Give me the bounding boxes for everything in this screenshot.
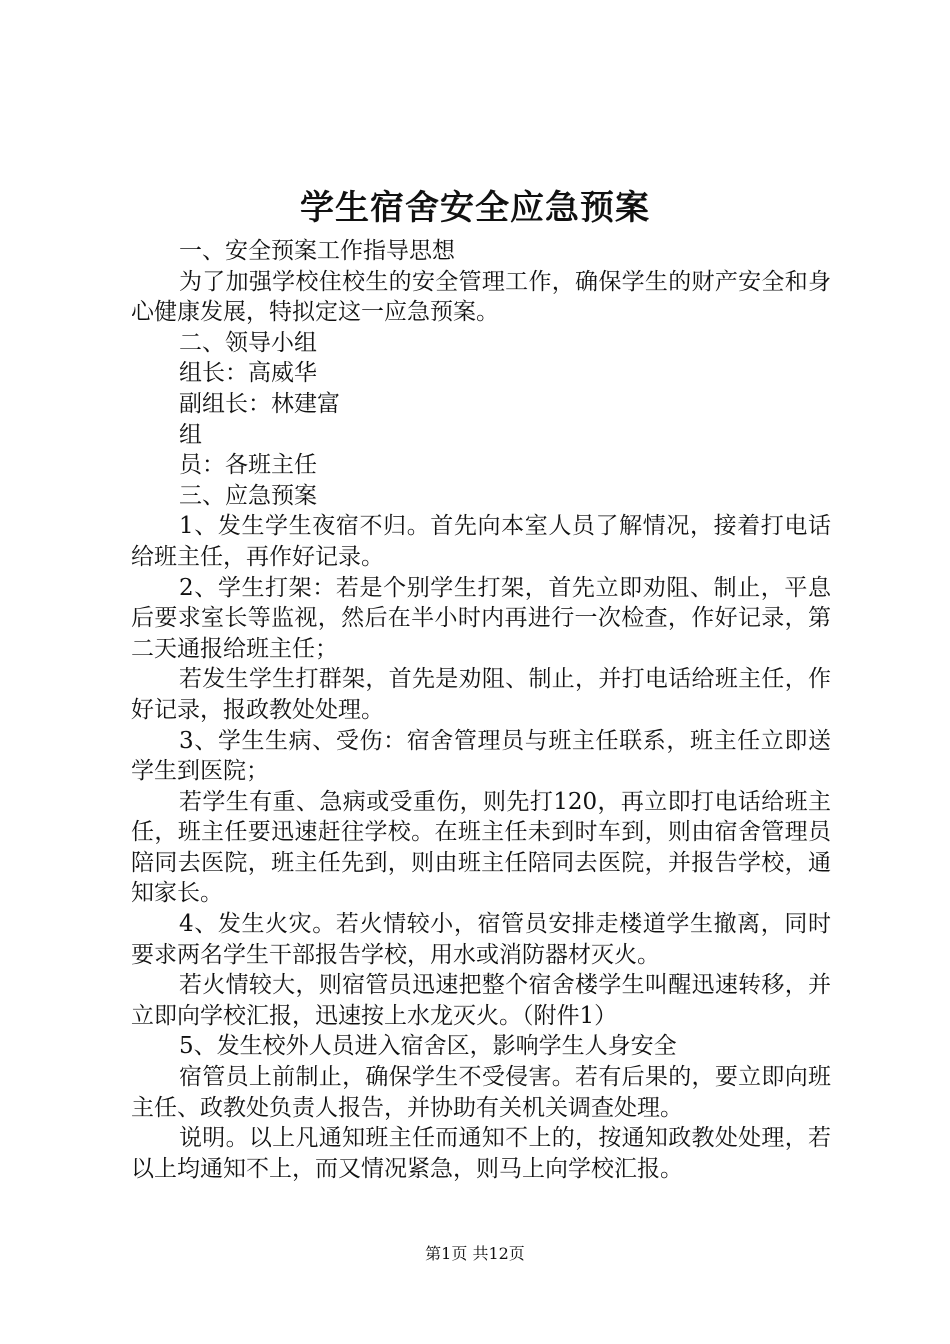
paragraph: 为了加强学校住校生的安全管理工作，确保学生的财产安全和身心健康发展，特拟定这一应急预案。 (131, 268, 831, 326)
paragraph: 3、学生生病、受伤：宿舍管理员与班主任联系，班主任立即送学生到医院； (131, 727, 831, 785)
document-body (131, 236, 831, 1184)
paragraph: 若学生有重、急病或受重伤，则先打120，再立即打电话给班主任，班主任要迅速赶往学校。在班主任未到时车到，则由宿舍管理员陪同去医院，班主任先到，则由班主任陪同去医院，并报告学校，通知家长。 (131, 788, 831, 907)
paragraph: 2、学生打架：若是个别学生打架，首先立即劝阻、制止，平息后要求室长等监视，然后在半小时内再进行一次检查，作好记录，第二天通报给班主任； (131, 574, 831, 662)
paragraph: 副组长：林建富 (179, 390, 340, 417)
paragraph: 员：各班主任 (179, 452, 317, 479)
paragraph: 三、应急预案 (179, 482, 317, 509)
paragraph: 说明。以上凡通知班主任而通知不上的，按通知政教处处理，若以上均通知不上，而又情况紧急，则马上向学校汇报。 (131, 1125, 831, 1182)
paragraph: 1、发生学生夜宿不归。首先向本室人员了解情况，接着打电话给班主任，再作好记录。 (131, 513, 831, 570)
paragraph: 若火情较大，则宿管员迅速把整个宿舍楼学生叫醒迅速转移，并立即向学校汇报，迅速按上水龙灭火。（附件1） (131, 972, 831, 1029)
paragraph: 5、发生校外人员进入宿舍区，影响学生人身安全 (179, 1033, 677, 1060)
paragraph: 二、领导小组 (179, 329, 317, 356)
paragraph: 组 (179, 421, 202, 448)
paragraph: 组长：高威华 (179, 360, 317, 387)
page-number-footer: 第1页 共12页 (425, 1244, 525, 1263)
paragraph: 一、安全预案工作指导思想 (179, 238, 455, 264)
paragraph: 宿管员上前制止，确保学生不受侵害。若有后果的，要立即向班主任、政教处负责人报告，并协助有关机关调查处理。 (131, 1064, 831, 1121)
paragraph: 4、发生火灾。若火情较小，宿管员安排走楼道学生撤离，同时要求两名学生干部报告学校，用水或消防器材灭火。 (131, 911, 831, 968)
document-title: 学生宿舍安全应急预案 (300, 188, 650, 228)
paragraph: 若发生学生打群架，首先是劝阻、制止，并打电话给班主任，作好记录，报政教处处理。 (131, 666, 831, 723)
